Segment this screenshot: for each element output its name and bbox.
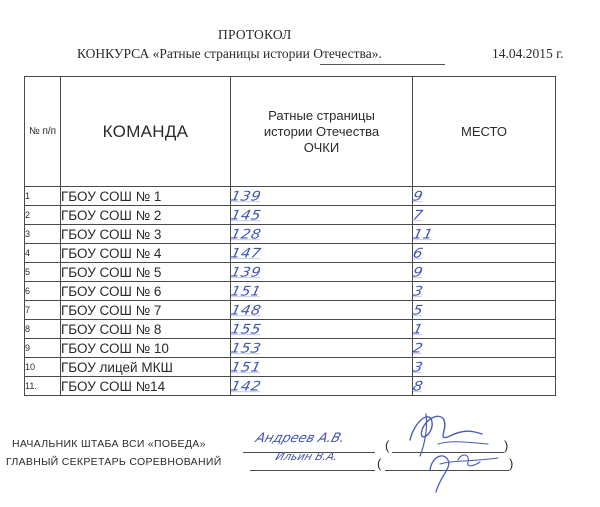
header-team (61, 77, 231, 187)
row-place-value: 3 (411, 283, 425, 299)
row-num: 3 (25, 225, 61, 244)
row-place-value: 9 (411, 188, 425, 204)
row-num: 8 (25, 320, 61, 339)
row-score-value: 128 (229, 226, 263, 242)
row-place (413, 358, 556, 377)
row-place (413, 320, 556, 339)
table-row (25, 339, 556, 358)
row-place-value: 11 (411, 226, 435, 242)
title-underline (320, 64, 445, 65)
row-place-value: 7 (411, 207, 425, 223)
row-score-value: 151 (229, 359, 263, 375)
secretary-handwritten-name: Ильин В.А. (273, 450, 340, 463)
table-row (25, 320, 556, 339)
header-score-line3: ОЧКИ (303, 139, 340, 155)
row-place-value: 6 (411, 245, 425, 261)
row-score (231, 377, 413, 396)
chief-open-paren: ( (385, 438, 390, 453)
table-row (25, 206, 556, 225)
row-num: 11. (25, 377, 61, 396)
row-place-value: 2 (411, 340, 425, 356)
table-row (25, 263, 556, 282)
row-score-value: 153 (229, 340, 263, 356)
row-place (413, 282, 556, 301)
row-team: ГБОУ СОШ № 10 (61, 339, 231, 358)
row-place-value: 9 (411, 264, 425, 280)
row-score-value: 147 (229, 245, 263, 261)
row-team: ГБОУ СОШ № 6 (61, 282, 231, 301)
row-place (413, 339, 556, 358)
row-num: 5 (25, 263, 61, 282)
row-place (413, 301, 556, 320)
row-place-value: 8 (411, 378, 425, 394)
row-team: ГБОУ СОШ № 4 (61, 244, 231, 263)
table-row (25, 225, 556, 244)
row-place-value: 3 (411, 359, 425, 375)
row-team: ГБОУ СОШ № 8 (61, 320, 231, 339)
row-team: ГБОУ СОШ №14 (61, 377, 231, 396)
row-score (231, 282, 413, 301)
chief-handwritten-name: Андреев А.В. (253, 431, 347, 446)
row-score (231, 263, 413, 282)
row-score-value: 139 (229, 264, 263, 280)
row-team: ГБОУ лицей МКШ (61, 358, 231, 377)
row-team: ГБОУ СОШ № 1 (61, 187, 231, 206)
row-score-value: 145 (229, 207, 263, 223)
row-num: 9 (25, 339, 61, 358)
header-score-line2: истории Отечества (263, 123, 380, 139)
row-team: ГБОУ СОШ № 2 (61, 206, 231, 225)
row-score (231, 206, 413, 225)
header-team-label: КОМАНДА (102, 121, 189, 141)
row-place-value: 1 (411, 321, 425, 337)
chief-secretary-label: ГЛАВНЫЙ СЕКРЕТАРЬ СОРЕВНОВАНИЙ (6, 456, 222, 468)
row-num: 10 (25, 358, 61, 377)
table-header-row (25, 77, 556, 187)
row-place (413, 244, 556, 263)
row-score (231, 244, 413, 263)
row-num: 4 (25, 244, 61, 263)
table-row (25, 282, 556, 301)
header-score (231, 77, 413, 187)
row-team: ГБОУ СОШ № 7 (61, 301, 231, 320)
header-num (25, 77, 61, 187)
chief-close-paren: ) (504, 438, 509, 453)
header-place-label: МЕСТО (461, 124, 507, 139)
table-row (25, 244, 556, 263)
row-num: 2 (25, 206, 61, 225)
document-date: 14.04.2015 г. (492, 46, 564, 61)
row-place (413, 206, 556, 225)
row-score (231, 225, 413, 244)
row-place (413, 377, 556, 396)
row-score (231, 339, 413, 358)
secretary-open-paren: ( (377, 456, 382, 471)
table-row (25, 358, 556, 377)
row-team: ГБОУ СОШ № 3 (61, 225, 231, 244)
row-score-value: 151 (229, 283, 263, 299)
row-score-value: 139 (229, 188, 263, 204)
row-score (231, 358, 413, 377)
row-team: ГБОУ СОШ № 5 (61, 263, 231, 282)
document-subtitle: КОНКУРСА «Ратные страницы истории Отечества». (77, 46, 382, 61)
header-place (413, 77, 556, 187)
secretary-close-paren: ) (509, 456, 514, 471)
row-score (231, 301, 413, 320)
results-table (24, 76, 556, 396)
row-place (413, 263, 556, 282)
chief-of-staff-label: НАЧАЛЬНИК ШТАБА ВСИ «ПОБЕДА» (12, 438, 206, 450)
row-place-value: 5 (411, 302, 425, 318)
header-num-label: № п/п (28, 126, 57, 137)
table-row (25, 377, 556, 396)
table-row (25, 187, 556, 206)
document-title: ПРОТОКОЛ (218, 27, 292, 42)
secretary-signature-blank (250, 470, 375, 471)
row-score-value: 155 (229, 321, 263, 337)
header-score-line1: Ратные страницы (268, 107, 375, 123)
row-score-value: 142 (229, 378, 263, 394)
row-num: 6 (25, 282, 61, 301)
row-score (231, 320, 413, 339)
row-num: 7 (25, 301, 61, 320)
row-score-value: 148 (229, 302, 263, 318)
row-score (231, 187, 413, 206)
handwritten-signatures-icon (370, 400, 520, 500)
row-place (413, 187, 556, 206)
row-num: 1 (25, 187, 61, 206)
row-place (413, 225, 556, 244)
table-row (25, 301, 556, 320)
